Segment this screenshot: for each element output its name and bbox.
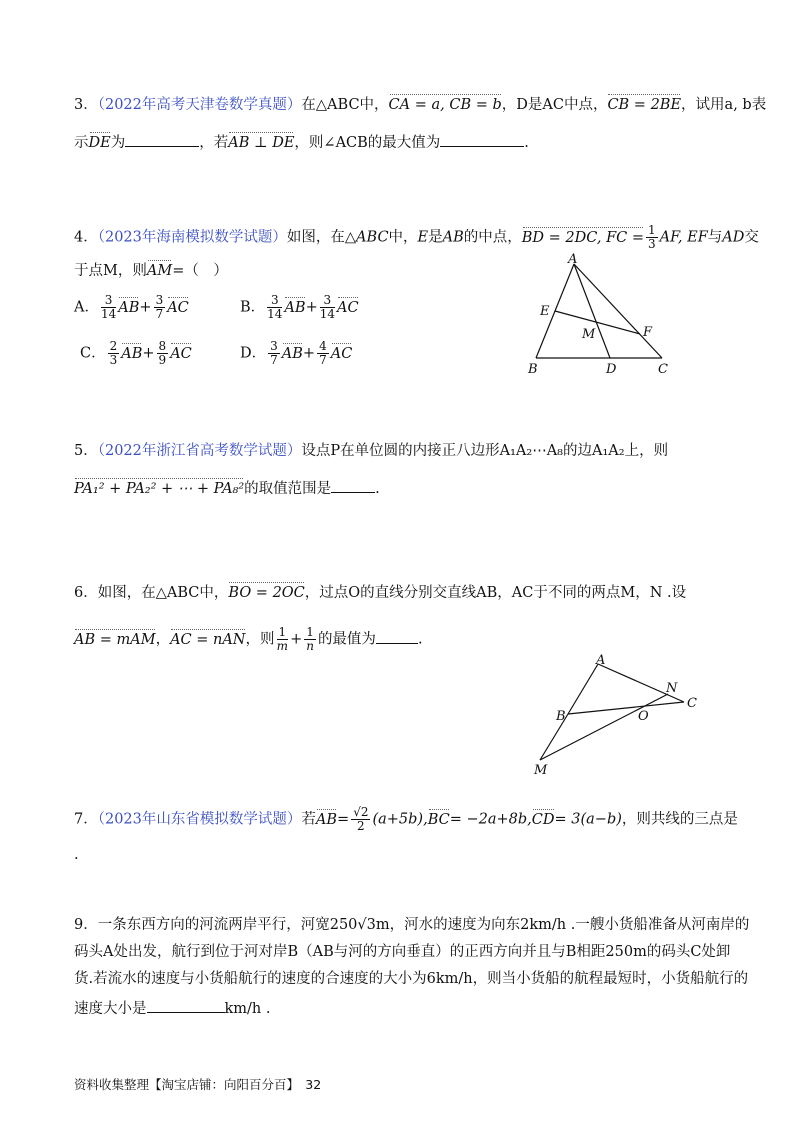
q6-plus: + [290, 631, 303, 648]
option-den: 14 [267, 307, 283, 321]
fig6-side-ab [568, 664, 598, 714]
fig4-label-a: A [568, 252, 578, 267]
q9-text: 速度大小是 [74, 1001, 147, 1017]
option-num: 3 [270, 339, 278, 353]
q9-answer-blank[interactable] [147, 1000, 225, 1013]
fig4-label-d: D [606, 362, 617, 377]
q4-triangle-figure [520, 252, 680, 377]
fig4-segment-ad [574, 264, 610, 358]
q3-text: . [524, 135, 529, 151]
q3-text: 在△ABC中， [301, 97, 389, 113]
fig6-label-b: B [556, 709, 566, 724]
q9-line-1 [74, 918, 749, 933]
q4-number: 4． [74, 229, 98, 246]
option-label: A． [74, 299, 99, 316]
q3-text: 为 [110, 135, 126, 151]
option-frac [101, 294, 116, 321]
q4-text: AD [722, 229, 745, 246]
q7-vector-cd: CD [531, 811, 555, 828]
fig4-label-b: B [528, 362, 538, 377]
q3-text: 示 [74, 135, 89, 151]
q7-equals: = [337, 811, 350, 828]
q7-line-1 [74, 806, 738, 833]
option-num: 2 [109, 339, 118, 353]
q6-frac [277, 626, 289, 653]
q5-text: 设点P在单位圆的内接正八边形A₁A₂⋯A₈的边A₁A₂上，则 [301, 443, 669, 459]
q4-text: 于点M，则 [74, 263, 147, 279]
q3-number: 3． [74, 97, 98, 113]
q6-text: 如图，在△ABC中， [97, 585, 229, 601]
option-frac [267, 294, 282, 321]
fig6-label-a: A [596, 653, 606, 668]
q9-text: 码头A处出发，航行到位于河对岸B（AB与河的方向垂直）的正西方向并且与B相距250m的码头C处卸 [74, 944, 731, 960]
q9-line-4 [74, 1000, 270, 1017]
option-label: B． [240, 299, 266, 316]
q3-vector-perp: AB ⊥ DE [228, 135, 295, 151]
q4-vector-am: AM [146, 263, 173, 279]
q4-text: 的中点， [463, 229, 522, 246]
fig6-label-n: N [666, 681, 678, 696]
fig4-segment-ef [555, 311, 640, 334]
option-vector: AC [170, 345, 192, 362]
q7-expr: (a+5b), [372, 811, 428, 828]
q4-frac-den: 3 [648, 237, 656, 251]
q3-vector-de: DE [88, 135, 111, 151]
q5-text: 的取值范围是 [244, 481, 332, 497]
q6-frac [304, 626, 316, 653]
q6-triangle-figure [520, 652, 710, 777]
q4-text: AB [442, 229, 464, 246]
option-den: 14 [319, 307, 336, 321]
q4-vector-bd-fc: BD = 2DC, FC = [521, 229, 644, 246]
q3-vector-ca-cb: CA = a, CB = b [388, 97, 502, 113]
option-den: 7 [319, 353, 327, 367]
q6-text: 的最值为 [317, 631, 376, 648]
fig6-label-o: O [638, 709, 649, 724]
fig4-label-f: F [643, 325, 653, 340]
option-frac [320, 294, 335, 321]
q7-text: . [74, 847, 79, 863]
q6-text: . [417, 631, 423, 648]
q5-text: . [375, 481, 380, 497]
option-den: 7 [270, 353, 278, 367]
option-num: 3 [101, 294, 116, 308]
q4-text: 是 [428, 229, 443, 246]
option-vector: AB [284, 299, 306, 316]
q4-line-1 [74, 224, 759, 251]
q3-text: ，则∠ACB的最大值为 [294, 135, 441, 151]
q5-line-2 [74, 480, 380, 497]
q7-expr: = 3(a−b) [554, 811, 622, 828]
q6-line-1 [74, 586, 686, 601]
option-frac [154, 294, 166, 321]
option-vector: AC [330, 345, 353, 362]
q4-text: =（ ） [172, 263, 228, 279]
fig4-label-e: E [540, 304, 550, 319]
option-vector: AC [337, 299, 359, 316]
q9-text: 9．一条东西方向的河流两岸平行，河宽250√3m，河水的速度为向东2km/h .一艘小货船准备从河南岸的 [74, 917, 750, 933]
q3-source: （2022年高考天津卷数学真题） [97, 97, 302, 113]
option-label: C． [80, 345, 106, 362]
option-frac [157, 340, 169, 367]
q4-text: 中， [388, 229, 418, 246]
q6-vector-ab: AB = mAM [74, 631, 156, 648]
q6-vector-ac: AC = nAN [170, 631, 246, 648]
q5-line-1 [74, 444, 668, 459]
q6-number: 6． [74, 585, 98, 601]
q3-line-2 [74, 134, 529, 151]
q7-text: 若 [301, 811, 316, 828]
option-den: 9 [158, 353, 167, 367]
option-plus: + [139, 299, 152, 316]
option-plus: + [305, 299, 318, 316]
q9-text: 货.若流水的速度与小货船航行的速度的合速度的大小为6km/h，则当小货船的航程最短时，小货船航行的 [74, 971, 749, 987]
page-footer: 资料收集整理【淘宝店铺：向阳百分百】 32 [74, 1077, 322, 1092]
option-plus: + [302, 345, 316, 362]
fig4-label-m: M [582, 327, 596, 342]
q6-text: ，过点O的直线分别交直线AB，AC于不同的两点M，N .设 [304, 585, 687, 601]
option-den: 3 [109, 353, 118, 367]
q9-line-2 [74, 945, 730, 960]
q7-vector-bc: BC [427, 811, 450, 828]
q4-frac-num: 1 [648, 223, 656, 237]
q3-answer-blank-1[interactable] [125, 134, 199, 147]
q6-text: ，则 [245, 631, 275, 648]
option-plus: + [142, 345, 155, 362]
q6-vector-bo: BO = 2OC [228, 585, 305, 601]
q9-text: km/h . [224, 1001, 271, 1017]
q6-line-2 [74, 626, 423, 653]
fig6-label-m: M [534, 763, 548, 777]
q7-expr: = −2a+8b, [449, 811, 532, 828]
q7-frac [351, 806, 370, 833]
q7-number: 7． [74, 811, 98, 828]
option-den: 7 [155, 307, 164, 321]
q4-option-a[interactable] [74, 294, 189, 321]
q4-option-c[interactable] [80, 340, 192, 367]
q5-vector-sum: PA₁² + PA₂² + ⋯ + PA₈² [74, 481, 245, 497]
option-num: 3 [267, 294, 282, 308]
q7-vector-ab: AB [315, 811, 338, 828]
q5-source: （2022年浙江省高考数学试题） [97, 443, 302, 459]
q3-text: ，D是AC中点， [501, 97, 608, 113]
q4-fraction [646, 224, 658, 251]
fig4-label-c: C [658, 362, 668, 377]
q5-number: 5． [74, 443, 98, 459]
q4-text: 交 [744, 229, 759, 246]
q7-frac-num: √2 [353, 805, 369, 819]
fig6-label-c: C [687, 696, 697, 711]
q5-answer-blank[interactable] [331, 480, 375, 493]
option-num: 8 [158, 339, 167, 353]
fig6-line-mn [540, 694, 668, 760]
fig6-side-bc [568, 702, 684, 714]
option-label: D． [240, 345, 267, 362]
option-vector: AB [281, 345, 303, 362]
option-num: 4 [319, 339, 327, 353]
q3-answer-blank-2[interactable] [440, 134, 524, 147]
q4-text: 如图，在 [286, 229, 345, 246]
q4-option-d[interactable] [240, 340, 352, 367]
q7-source: （2023年山东省模拟数学试题） [97, 811, 302, 828]
q3-text: ，试用a, b表 [681, 97, 767, 113]
option-num: 3 [155, 293, 164, 307]
option-vector: AC [167, 299, 189, 316]
q3-line-1 [74, 98, 766, 113]
q9-line-3 [74, 972, 748, 987]
q4-text: AF, EF [659, 229, 708, 246]
q7-line-2 [74, 848, 79, 863]
q4-text: E [417, 229, 429, 246]
q6-answer-blank[interactable] [376, 631, 418, 644]
q6-frac-num: 1 [278, 625, 287, 639]
q6-frac-den: n [306, 639, 314, 653]
q7-text: ，则共线的三点是 [621, 811, 738, 828]
q3-vector-cb-be: CB = 2BE [607, 97, 682, 113]
q7-frac-den: 2 [357, 819, 365, 833]
q6-frac-den: m [276, 639, 289, 653]
q6-text: ， [155, 631, 171, 648]
q4-text: 与 [707, 229, 723, 246]
q4-text: △ABC [344, 229, 389, 246]
fig4-side-ac [574, 264, 662, 358]
option-vector: AB [118, 299, 140, 316]
q4-option-b[interactable] [240, 294, 359, 321]
option-num: 3 [320, 294, 335, 308]
option-den: 14 [100, 307, 117, 321]
option-frac [317, 340, 329, 367]
option-frac [268, 340, 280, 367]
q3-text: ，若 [199, 135, 229, 151]
q4-source: （2023年海南模拟数学试题） [97, 229, 287, 246]
q4-line-2 [74, 264, 228, 279]
option-frac [108, 340, 120, 367]
q6-frac-num: 1 [306, 625, 314, 639]
option-vector: AB [121, 345, 143, 362]
